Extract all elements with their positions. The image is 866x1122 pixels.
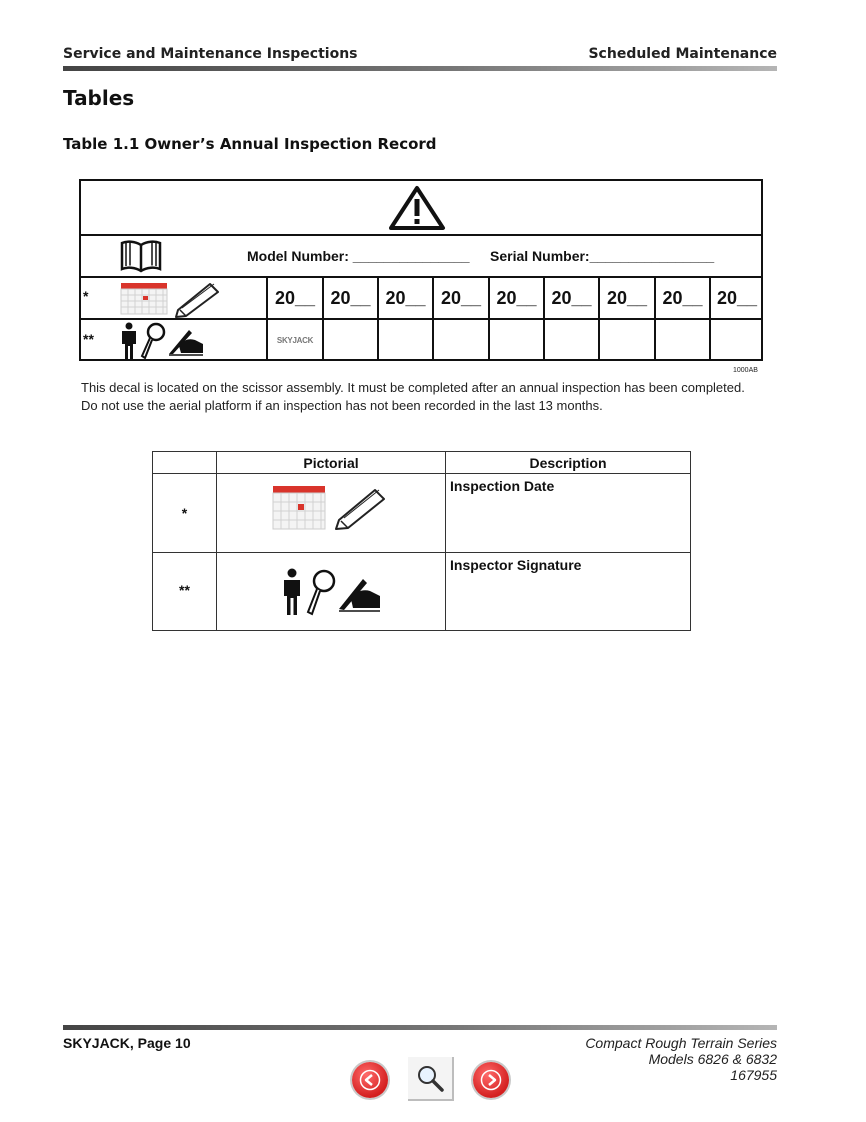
previous-page-button[interactable] xyxy=(352,1062,388,1098)
chevron-left-icon xyxy=(359,1069,381,1091)
description-header: Description xyxy=(529,455,607,471)
signature-cell xyxy=(543,320,598,361)
legend-description: Inspection Date xyxy=(450,478,555,494)
year-label: 20__ xyxy=(385,287,426,308)
year-cell xyxy=(322,278,377,318)
calendar-icon xyxy=(271,485,327,531)
decal-warning-row xyxy=(81,181,761,236)
row-marker: * xyxy=(83,288,89,304)
brand-cell xyxy=(266,320,322,361)
header-left: Service and Maintenance Inspections xyxy=(63,46,358,62)
signature-cell xyxy=(377,320,432,361)
note-line-1: This decal is located on the scissor assembly. It must be completed after an annual inspection has been completed. xyxy=(81,380,745,395)
decal-code: 1000AB xyxy=(733,367,758,374)
year-label: 20__ xyxy=(496,287,537,308)
inspector-person-icon xyxy=(119,322,139,360)
manual-book-icon xyxy=(119,239,163,273)
model-number-label: Model Number: _______________ xyxy=(247,248,470,264)
serial-number-label: Serial Number:________________ xyxy=(490,248,715,264)
pencil-icon xyxy=(172,280,222,318)
year-cell xyxy=(543,278,598,318)
inspector-person-icon xyxy=(281,568,303,616)
footer-document-info xyxy=(585,1035,777,1083)
note-line-2: Do not use the aerial platform if an inspection has not been recorded in the last 13 months. xyxy=(81,398,603,413)
signature-cell xyxy=(709,320,763,361)
year-label: 20__ xyxy=(551,287,592,308)
footer-page-label: SKYJACK, Page 10 xyxy=(63,1035,191,1051)
signing-hand-icon xyxy=(167,326,205,356)
legend-divider xyxy=(153,552,690,553)
year-cell xyxy=(488,278,543,318)
year-cell xyxy=(432,278,488,318)
legend-table xyxy=(152,451,691,631)
year-cell xyxy=(266,278,322,318)
year-label: 20__ xyxy=(716,287,758,308)
signature-cell xyxy=(432,320,488,361)
year-cell xyxy=(709,278,763,318)
calendar-icon xyxy=(119,282,169,316)
inspection-decal xyxy=(79,179,763,361)
search-button[interactable] xyxy=(408,1057,454,1101)
header-rule xyxy=(63,66,777,71)
header-right: Scheduled Maintenance xyxy=(588,46,777,62)
year-cell xyxy=(377,278,432,318)
signature-cell xyxy=(598,320,654,361)
year-label: 20__ xyxy=(606,287,648,308)
signature-cell xyxy=(488,320,543,361)
magnifier-icon xyxy=(415,1063,445,1093)
legend-description: Inspector Signature xyxy=(450,557,582,573)
next-page-button[interactable] xyxy=(473,1062,509,1098)
signature-cell xyxy=(654,320,709,361)
footer-doc-number: 167955 xyxy=(730,1067,777,1083)
warning-icon xyxy=(388,185,446,231)
signing-hand-icon xyxy=(337,574,381,612)
legend-marker: ** xyxy=(179,582,190,598)
year-label: 20__ xyxy=(662,287,703,308)
magnifier-icon xyxy=(139,322,167,360)
year-label: 20__ xyxy=(274,287,316,308)
legend-divider xyxy=(153,473,690,474)
year-label: 20__ xyxy=(330,287,371,308)
year-cell xyxy=(598,278,654,318)
magnifier-icon xyxy=(305,568,337,616)
skyjack-stamp: SKYJACK xyxy=(276,336,314,345)
footer-rule xyxy=(63,1025,777,1030)
chevron-right-icon xyxy=(480,1069,502,1091)
signature-cell xyxy=(322,320,377,361)
pencil-icon xyxy=(331,484,389,530)
table-title: Table 1.1 Owner’s Annual Inspection Record xyxy=(63,135,437,153)
row-marker: ** xyxy=(83,331,94,347)
year-label: 20__ xyxy=(440,287,482,308)
footer-models: Models 6826 & 6832 xyxy=(648,1051,777,1067)
decal-id-row xyxy=(81,236,761,278)
section-title: Tables xyxy=(63,86,135,110)
pictorial-header: Pictorial xyxy=(303,455,359,471)
decal-date-row xyxy=(81,278,761,320)
decal-signature-row xyxy=(81,320,761,361)
year-cell xyxy=(654,278,709,318)
footer-series: Compact Rough Terrain Series xyxy=(585,1035,777,1051)
legend-divider xyxy=(445,452,446,630)
legend-divider xyxy=(216,452,217,630)
legend-marker: * xyxy=(181,505,188,521)
